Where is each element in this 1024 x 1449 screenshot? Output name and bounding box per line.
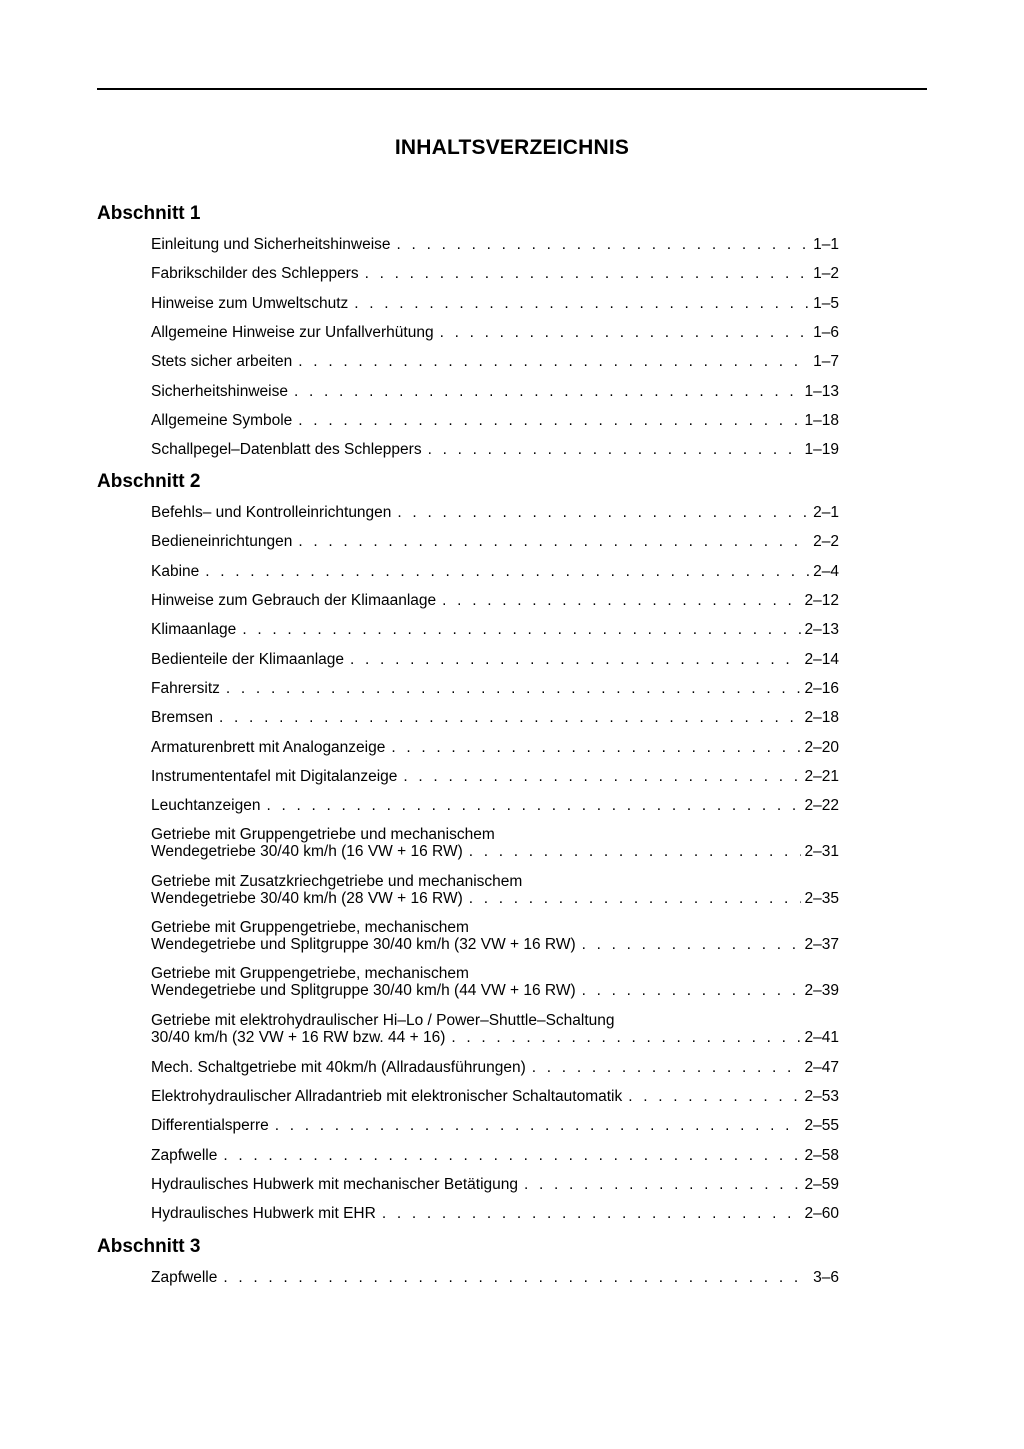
entry-title: Allgemeine Symbole [151,412,293,429]
toc-entry[interactable] [151,1147,839,1164]
entry-title-line1: Getriebe mit Gruppengetriebe, mechanischem [151,965,469,982]
entry-title: Sicherheitshinweise [151,383,288,400]
dot-leader [223,1147,800,1164]
toc-entry[interactable] [151,353,839,370]
entry-title-line1: Getriebe mit elektrohydraulischer Hi–Lo / Power–Shuttle–Schaltung [151,1012,615,1029]
entry-title: Mech. Schaltgetriebe mit 40km/h (Allradausführungen) [151,1059,526,1076]
dot-leader [365,265,810,282]
toc-entry[interactable] [151,826,839,860]
dot-leader [275,1117,801,1134]
entry-title: Hydraulisches Hubwerk mit mechanischer Betätigung [151,1176,518,1193]
toc-entry[interactable] [151,621,839,638]
section-2 [97,471,857,1222]
section-1 [97,203,857,458]
entry-title: Kabine [151,563,200,580]
dot-leader [451,1029,800,1046]
dot-leader [391,739,800,756]
page-number: 2–59 [804,1176,839,1193]
page-number: 3–6 [813,1269,839,1286]
page-number: 2–20 [804,739,839,756]
entry-title-line1: Getriebe mit Zusatzkriechgetriebe und mechanischem [151,873,523,890]
page-number: 2–1 [813,504,839,521]
page-number: 2–22 [804,797,839,814]
page-number: 2–60 [804,1205,839,1222]
page-number: 2–4 [813,563,839,580]
dot-leader [582,936,801,953]
toc-entry[interactable] [151,504,839,521]
toc-entry[interactable] [151,383,839,400]
dot-leader [223,1269,809,1286]
section-heading: Abschnitt 1 [97,203,201,224]
toc-entry[interactable] [151,739,839,756]
entry-title-line1: Getriebe mit Gruppengetriebe, mechanischem [151,919,469,936]
entry-title: Hinweise zum Gebrauch der Klimaanlage [151,592,437,609]
toc-entry[interactable] [151,1012,839,1046]
page-number: 1–7 [813,353,839,370]
toc-entry[interactable] [151,1117,839,1134]
entry-title: Bedienteile der Klimaanlage [151,651,345,668]
toc-entry[interactable] [151,592,839,609]
dot-leader [582,982,801,999]
toc-entry[interactable] [151,965,839,999]
dot-leader [298,412,800,429]
toc-entry[interactable] [151,441,839,458]
page-number: 2–12 [804,592,839,609]
page-number: 2–39 [804,982,839,999]
dot-leader [350,651,800,668]
toc-entry[interactable] [151,533,839,550]
page-number: 2–55 [804,1117,839,1134]
page-title: INHALTSVERZEICHNIS [394,136,630,159]
page-number: 2–14 [804,651,839,668]
toc-entry[interactable] [151,797,839,814]
toc-entry[interactable] [151,680,839,697]
dot-leader [219,709,800,726]
dot-leader [298,353,809,370]
toc-entry[interactable] [151,768,839,785]
entry-title: Hydraulisches Hubwerk mit EHR [151,1205,376,1222]
page-number: 1–19 [804,441,839,458]
entry-title: Bremsen [151,709,214,726]
page-number: 2–47 [804,1059,839,1076]
dot-leader [294,383,801,400]
toc-entry[interactable] [151,1088,839,1105]
toc-entry[interactable] [151,1059,839,1076]
toc-entry[interactable] [151,265,839,282]
entry-title: Elektrohydraulischer Allradantrieb mit elektronischer Schaltautomatik [151,1088,623,1105]
toc-entry[interactable] [151,1176,839,1193]
dot-leader [532,1059,801,1076]
entry-title: Stets sicher arbeiten [151,353,293,370]
toc-entry[interactable] [151,412,839,429]
entry-title: Zapfwelle [151,1147,218,1164]
top-rule [97,88,927,90]
page-number: 2–31 [804,843,839,860]
toc-entry[interactable] [151,324,839,341]
entry-title: Wendegetriebe und Splitgruppe 30/40 km/h (44 VW + 16 RW) [151,982,576,999]
dot-leader [628,1088,800,1105]
page-number: 2–41 [804,1029,839,1046]
dot-leader [403,768,800,785]
dot-leader [397,504,809,521]
entry-title: Befehls– und Kontrolleinrichtungen [151,504,392,521]
dot-leader [524,1176,801,1193]
dot-leader [242,621,800,638]
dot-leader [469,843,801,860]
page-number: 2–58 [804,1147,839,1164]
page-number: 2–18 [804,709,839,726]
entry-title: Leuchtanzeigen [151,797,261,814]
page-number: 1–2 [813,265,839,282]
entry-title: Allgemeine Hinweise zur Unfallverhütung [151,324,434,341]
dot-leader [226,680,801,697]
page-number: 2–53 [804,1088,839,1105]
page-number: 2–2 [813,533,839,550]
toc-entry[interactable] [151,236,839,253]
dot-leader [266,797,800,814]
toc-entry[interactable] [151,651,839,668]
page-number: 1–6 [813,324,839,341]
page-number: 1–5 [813,295,839,312]
section-3 [97,1236,857,1286]
page-number: 2–37 [804,936,839,953]
entry-title-line1: Getriebe mit Gruppengetriebe und mechanischem [151,826,495,843]
entry-title: Einleitung und Sicherheitshinweise [151,236,391,253]
dot-leader [397,236,810,253]
dot-leader [442,592,800,609]
dot-leader [440,324,810,341]
entry-title: Differentialsperre [151,1117,269,1134]
toc-entry[interactable] [151,1205,839,1222]
page-number: 2–35 [804,890,839,907]
toc-entry[interactable] [151,295,839,312]
dot-leader [205,563,809,580]
entry-title: Wendegetriebe 30/40 km/h (28 VW + 16 RW) [151,890,463,907]
entry-title: Zapfwelle [151,1269,218,1286]
entry-title: Fahrersitz [151,680,220,697]
entry-title: Wendegetriebe und Splitgruppe 30/40 km/h (32 VW + 16 RW) [151,936,576,953]
entry-title: Bedieneinrichtungen [151,533,293,550]
section-heading: Abschnitt 3 [97,1236,201,1257]
toc-entry[interactable] [151,1269,839,1286]
page-number: 2–16 [804,680,839,697]
entry-title: Fabrikschilder des Schleppers [151,265,359,282]
entry-title: Klimaanlage [151,621,237,638]
entry-title: Instrumententafel mit Digitalanzeige [151,768,398,785]
entry-title: Schallpegel–Datenblatt des Schleppers [151,441,422,458]
toc-entry[interactable] [151,873,839,907]
page-number: 1–13 [804,383,839,400]
dot-leader [428,441,801,458]
toc-entry[interactable] [151,919,839,953]
dot-leader [298,533,809,550]
page-number: 1–18 [804,412,839,429]
page-number: 1–1 [813,236,839,253]
entry-title: Hinweise zum Umweltschutz [151,295,349,312]
page-number: 2–13 [804,621,839,638]
dot-leader [354,295,809,312]
toc-entry[interactable] [151,563,839,580]
dot-leader [382,1205,801,1222]
entry-title: Wendegetriebe 30/40 km/h (16 VW + 16 RW) [151,843,463,860]
section-heading: Abschnitt 2 [97,471,201,492]
toc-entry[interactable] [151,709,839,726]
page-number: 2–21 [804,768,839,785]
entry-title: Armaturenbrett mit Analoganzeige [151,739,386,756]
entry-title: 30/40 km/h (32 VW + 16 RW bzw. 44 + 16) [151,1029,446,1046]
dot-leader [469,890,801,907]
